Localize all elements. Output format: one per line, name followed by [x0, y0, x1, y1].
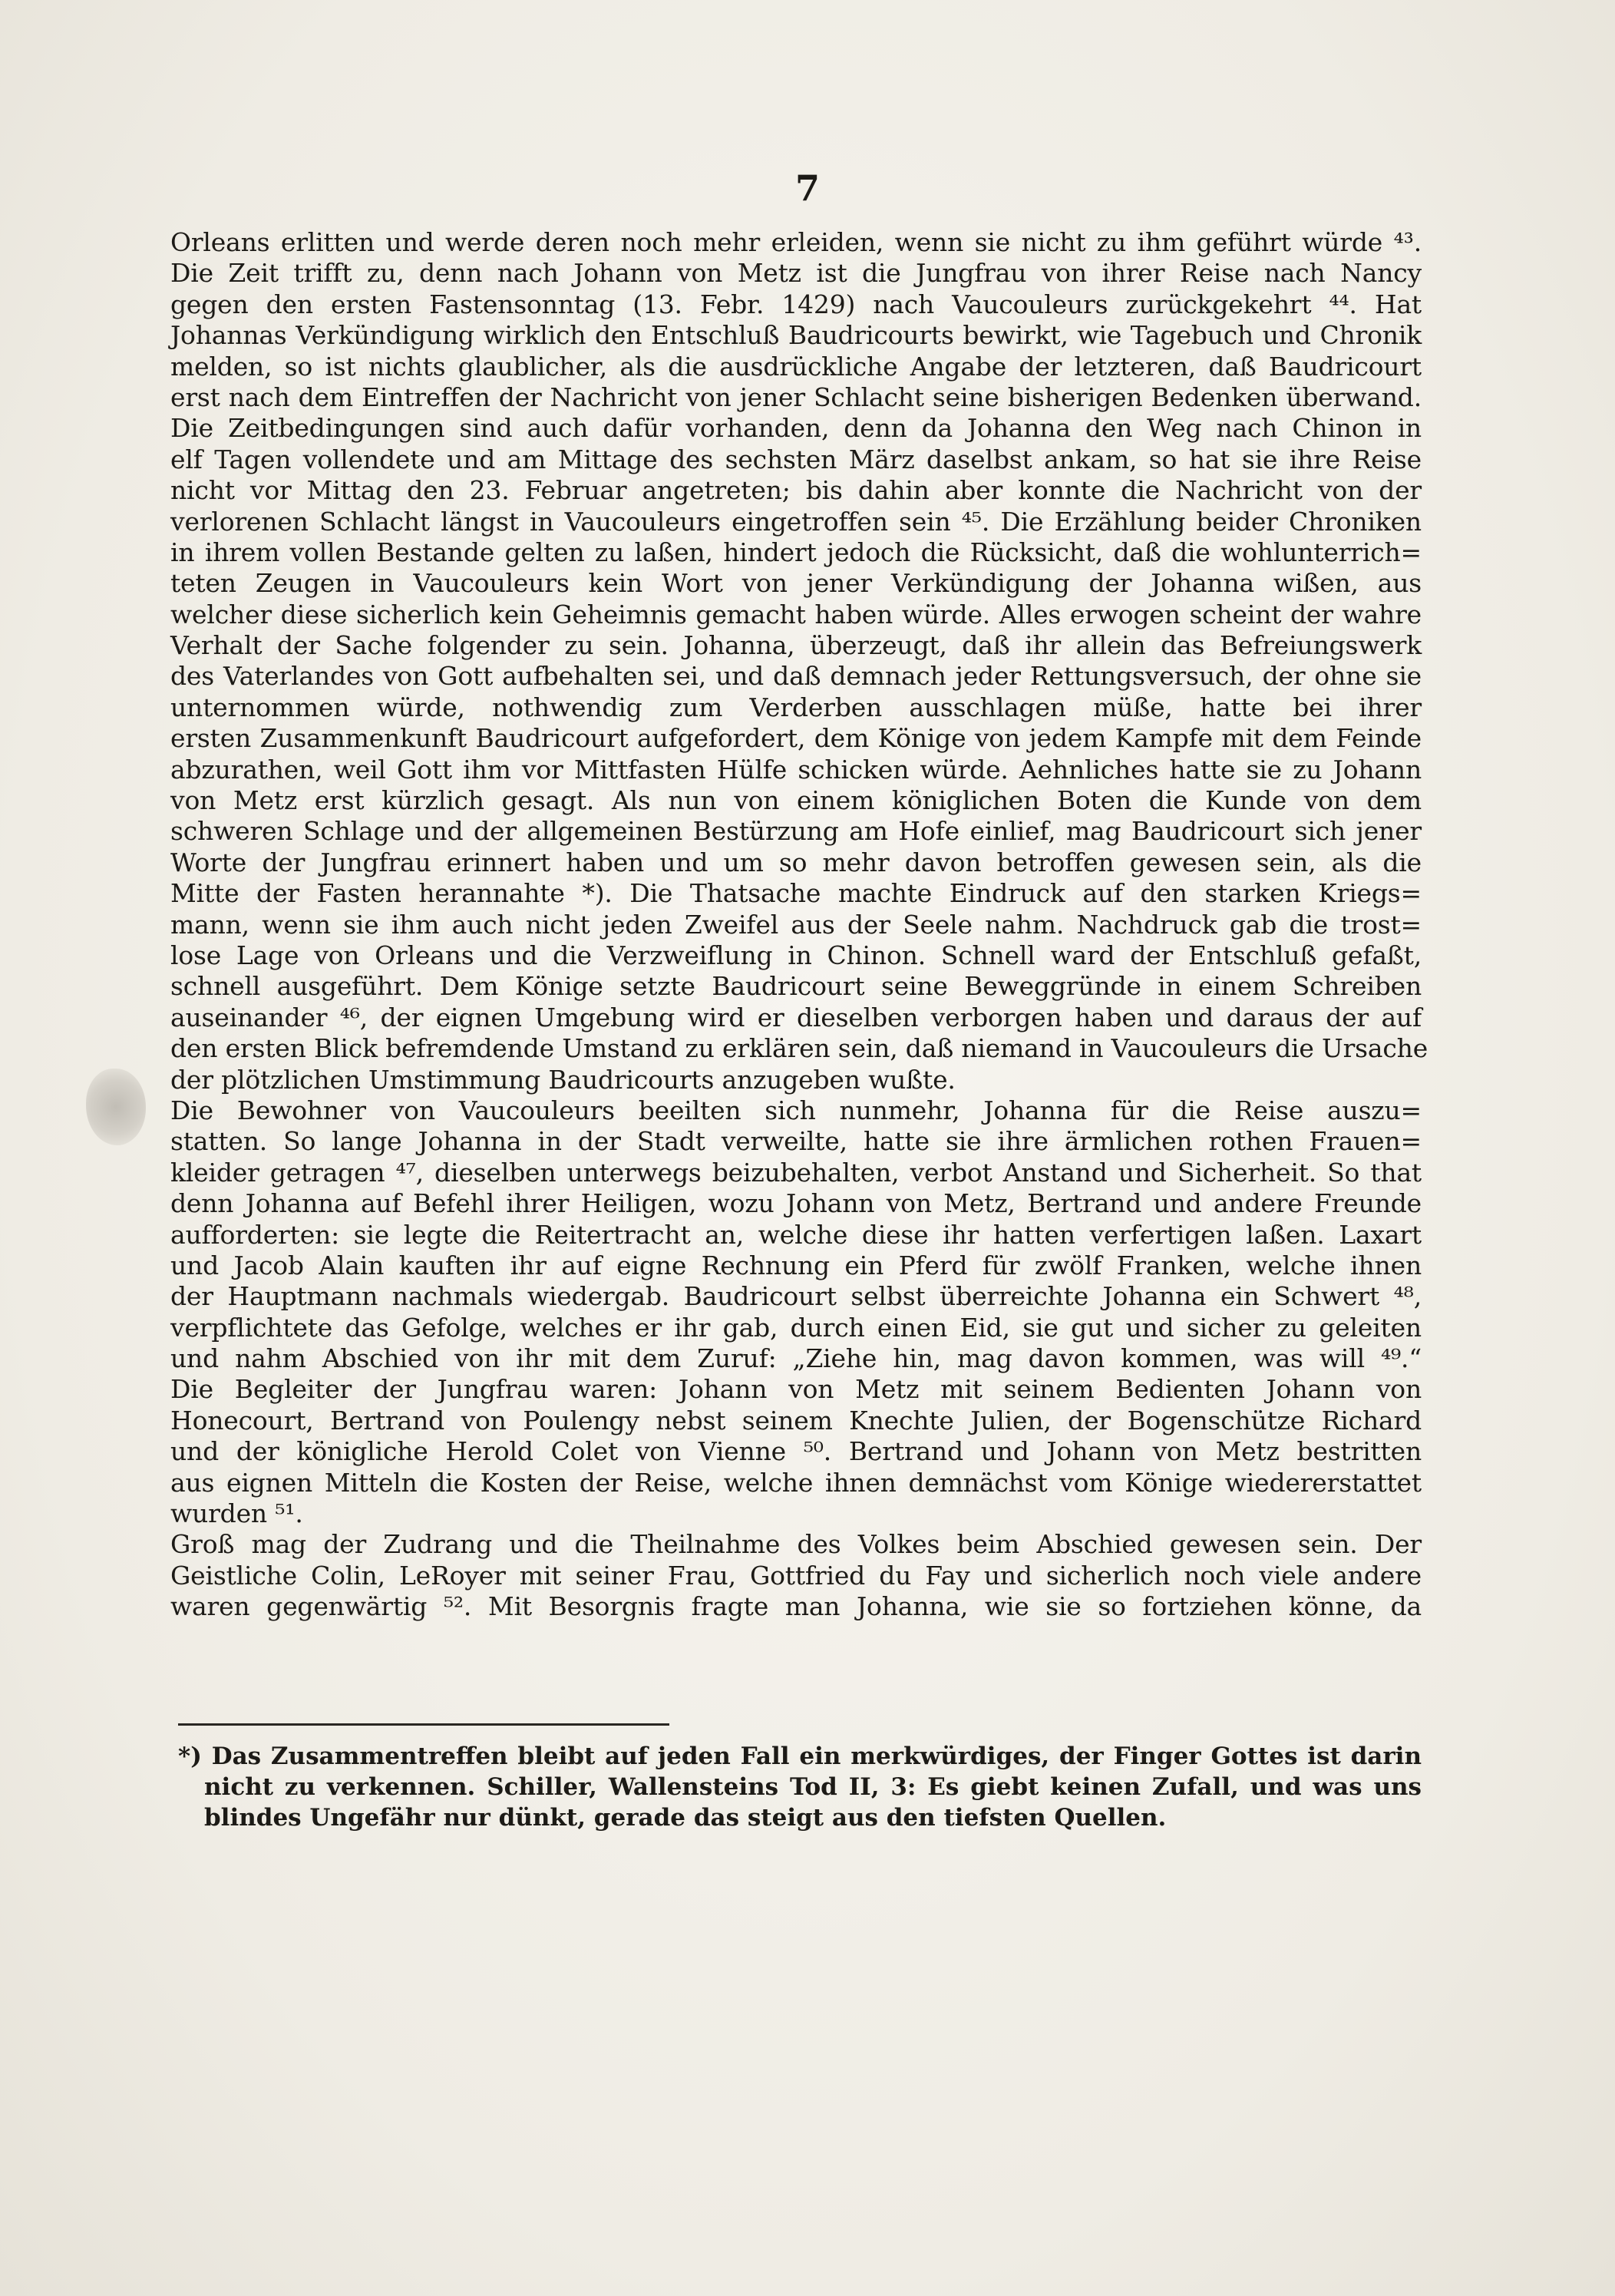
text-line: waren gegenwärtig ⁵². Mit Besorgnis fragte man Johanna, wie sie so fortziehen könne, da	[170, 1591, 1422, 1622]
text-line: lose Lage von Orleans und die Verzweiflung in Chinon. Schnell ward der Entschluß gefaßt,	[170, 940, 1422, 970]
text-line: welcher diese sicherlich kein Geheimnis gemacht haben würde. Alles erwogen scheint der wahre	[170, 599, 1422, 629]
text-line: auseinander ⁴⁶, der eignen Umgebung wird er dieselben verborgen haben und daraus der auf	[170, 1002, 1422, 1032]
text-line: statten. So lange Johanna in der Stadt verweilte, hatte sie ihre ärmlichen rothen Frauen=	[170, 1126, 1422, 1157]
text-line: und nahm Abschied von ihr mit dem Zuruf: „Ziehe hin, mag davon kommen, was will ⁴⁹.“	[170, 1343, 1422, 1374]
text-line: verlorenen Schlacht längst in Vaucouleurs eingetroffen sein ⁴⁵. Die Erzählung beider Chroniken	[170, 506, 1422, 537]
text-line: Groß mag der Zudrang und die Theilnahme des Volkes beim Abschied gewesen sein. Der	[170, 1529, 1422, 1560]
text-line: kleider getragen ⁴⁷, dieselben unterwegs beizubehalten, verbot Anstand und Sicherheit. So that	[170, 1157, 1422, 1188]
text-line: und der königliche Herold Colet von Vienne ⁵⁰. Bertrand und Johann von Metz bestritten	[170, 1436, 1422, 1467]
text-line: in ihrem vollen Bestande gelten zu laßen, hindert jedoch die Rücksicht, daß die wohlunterrich=	[170, 537, 1422, 567]
text-line: der plötzlichen Umstimmung Baudricourts anzugeben wußte.	[170, 1064, 956, 1095]
text-line: Orleans erlitten und werde deren noch mehr erleiden, wenn sie nicht zu ihm geführt würde ⁴³.	[170, 227, 1422, 257]
text-line: abzurathen, weil Gott ihm vor Mittfasten Hülfe schicken würde. Aehnliches hatte sie zu Johann	[170, 754, 1422, 785]
text-line: Die Zeitbedingungen sind auch dafür vorhanden, denn da Johanna den Weg nach Chinon in	[170, 413, 1422, 444]
text-line: erst nach dem Eintreffen der Nachricht von jener Schlacht seine bisherigen Bedenken überwand.	[170, 382, 1422, 412]
text-line: melden, so ist nichts glaublicher, als die ausdrückliche Angabe der letzteren, daß Baudricourt	[170, 351, 1422, 382]
text-line: den ersten Blick befremdende Umstand zu erklären sein, daß niemand in Vaucouleurs die Ursache	[170, 1033, 1428, 1064]
text-line: verpflichtete das Gefolge, welches er ihr gab, durch einen Eid, sie gut und sicher zu geleiten	[170, 1312, 1422, 1343]
text-line: Die Zeit trifft zu, denn nach Johann von Metz ist die Jungfrau von ihrer Reise nach Nancy	[170, 258, 1422, 289]
text-line: Mitte der Fasten herannahte *). Die Thatsache machte Eindruck auf den starken Kriegs=	[170, 878, 1422, 909]
footnote-line: nicht zu verkennen. Schiller, Wallensteins Tod II, 3: Es giebt keinen Zufall, und was uns	[204, 1773, 1422, 1801]
text-line: elf Tagen vollendete und am Mittage des sechsten März daselbst ankam, so hat sie ihre Reise	[170, 444, 1422, 474]
text-line: ersten Zusammenkunft Baudricourt aufgefordert, dem Könige von jedem Kampfe mit dem Feinde	[170, 723, 1422, 754]
page-number: 7	[794, 167, 820, 209]
footnote-line: *) Das Zusammentreffen bleibt auf jeden Fall ein merkwürdiges, der Finger Gottes ist darin	[178, 1743, 1422, 1770]
text-line: und Jacob Alain kauften ihr auf eigne Rechnung ein Pferd für zwölf Franken, welche ihnen	[170, 1250, 1422, 1280]
text-line: schweren Schlage und der allgemeinen Bestürzung am Hofe einlief, mag Baudricourt sich jener	[170, 816, 1422, 847]
footnote-line: blindes Ungefähr nur dünkt, gerade das steigt aus den tiefsten Quellen.	[204, 1804, 1167, 1832]
text-line: denn Johanna auf Befehl ihrer Heiligen, wozu Johann von Metz, Bertrand und andere Freunde	[170, 1188, 1422, 1219]
text-line: Johannas Verkündigung wirklich den Entschluß Baudricourts bewirkt, wie Tagebuch und Chronik	[170, 320, 1422, 351]
footnote	[178, 1741, 1422, 1833]
text-line: gegen den ersten Fastensonntag (13. Febr. 1429) nach Vaucouleurs zurückgekehrt ⁴⁴. Hat	[170, 289, 1422, 319]
text-line: des Vaterlandes von Gott aufbehalten sei, und daß demnach jeder Rettungsversuch, der ohne sie	[170, 661, 1422, 692]
text-line: unternommen würde, nothwendig zum Verderben ausschlagen müße, hatte bei ihrer	[170, 692, 1422, 722]
text-line: Geistliche Colin, LeRoyer mit seiner Frau, Gottfried du Fay und sicherlich noch viele andere	[170, 1560, 1422, 1591]
text-line: der Hauptmann nachmals wiedergab. Baudricourt selbst überreichte Johanna ein Schwert ⁴⁸,	[170, 1281, 1422, 1312]
text-line: Worte der Jungfrau erinnert haben und um so mehr davon betroffen gewesen sein, als die	[170, 847, 1422, 877]
text-line: schnell ausgeführt. Dem Könige setzte Baudricourt seine Beweggründe in einem Schreiben	[170, 971, 1422, 1002]
body-text	[170, 227, 1428, 1623]
paper-stain	[86, 1069, 146, 1145]
text-line: nicht vor Mittag den 23. Februar angetreten; bis dahin aber konnte die Nachricht von der	[170, 475, 1422, 506]
text-line: von Metz erst kürzlich gesagt. Als nun von einem königlichen Boten die Kunde von dem	[170, 785, 1422, 816]
text-line: Honecourt, Bertrand von Poulengy nebst seinem Knechte Julien, der Bogenschütze Richard	[170, 1405, 1422, 1435]
text-line: teten Zeugen in Vaucouleurs kein Wort von jener Verkündigung der Johanna wißen, aus	[170, 568, 1422, 599]
text-line: aufforderten: sie legte die Reitertracht an, welche diese ihr hatten verfertigen laßen. Laxart	[170, 1219, 1422, 1250]
text-line: Verhalt der Sache folgender zu sein. Johanna, überzeugt, daß ihr allein das Befreiungswerk	[170, 630, 1422, 661]
text-line: wurden ⁵¹.	[170, 1498, 303, 1529]
text-line: Die Bewohner von Vaucouleurs beeilten sich nunmehr, Johanna für die Reise auszu=	[170, 1095, 1422, 1125]
text-line: aus eignen Mitteln die Kosten der Reise, welche ihnen demnächst vom Könige wiedererstattet	[170, 1467, 1422, 1498]
text-line: Die Begleiter der Jungfrau waren: Johann von Metz mit seinem Bedienten Johann von	[170, 1374, 1422, 1405]
text-line: mann, wenn sie ihm auch nicht jeden Zweifel aus der Seele nahm. Nachdruck gab die trost=	[170, 909, 1422, 940]
footnote-divider	[178, 1723, 669, 1726]
